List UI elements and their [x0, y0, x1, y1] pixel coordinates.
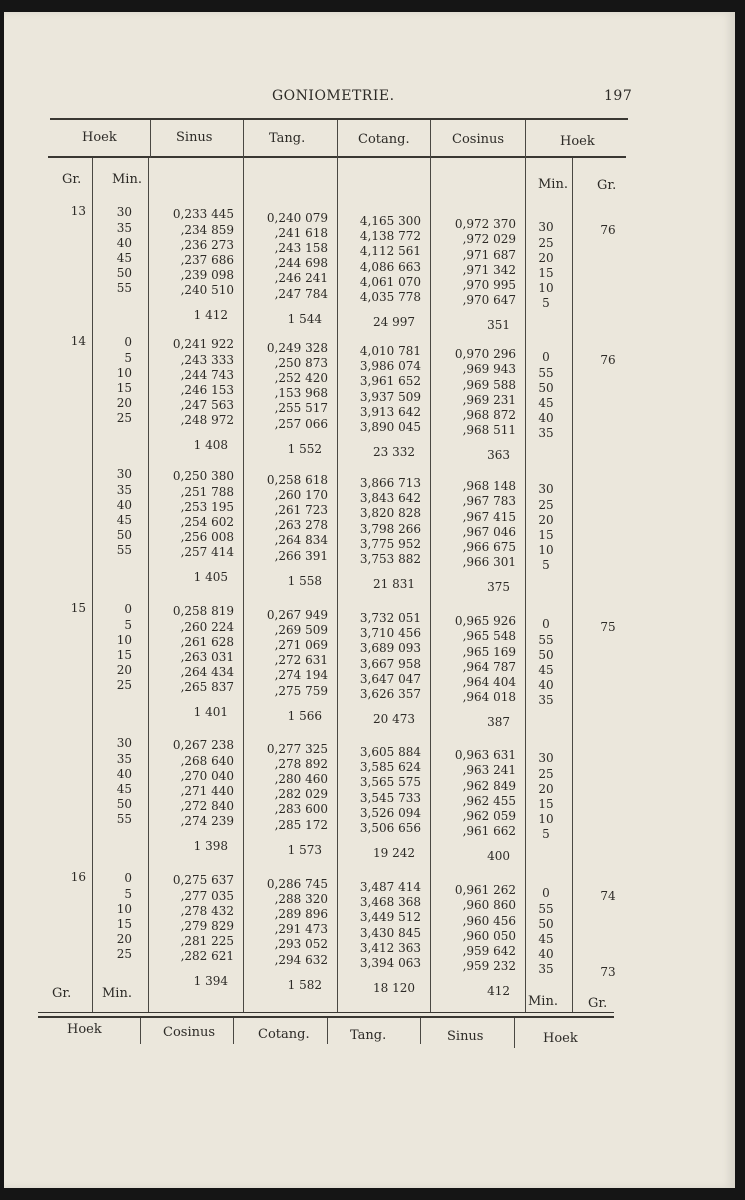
table-cell-cmin: 0 [542, 617, 550, 632]
table-cell-cot: 3,689 093 [359, 641, 421, 656]
table-cell-cos: ,962 455 [462, 793, 516, 808]
table-cell-cos: ,968 872 [462, 408, 516, 423]
table-cell-cot: 3,710 456 [359, 626, 421, 641]
table-cell-cot: 3,626 357 [359, 686, 421, 701]
difference-sin: 1 401 [193, 705, 228, 720]
table-cell-cot: 3,605 884 [359, 744, 421, 759]
table-cell-cmin: 25 [538, 766, 554, 781]
difference-cos: 363 [487, 448, 510, 463]
table-cell-tan: ,261 723 [274, 503, 328, 518]
table-cell-tan: ,288 320 [274, 891, 328, 906]
table-cell-min: 25 [116, 947, 132, 962]
table-cell-cos: ,965 169 [462, 644, 516, 659]
table-cell-tan: ,250 873 [274, 355, 328, 370]
footer-divider [140, 1018, 141, 1044]
table-cell-cos: 0,961 262 [454, 883, 516, 898]
footer-divider [327, 1018, 328, 1044]
table-cell-cmin: 40 [538, 411, 554, 426]
table-cell-tan: ,257 066 [274, 416, 328, 431]
difference-cos: 375 [487, 580, 510, 595]
table-cell-min: 40 [116, 766, 132, 781]
column-divider [337, 158, 338, 1012]
table-cell-min: 30 [116, 467, 132, 482]
table-cell-cmin: 5 [542, 827, 550, 842]
difference-tan: 1 573 [287, 842, 322, 857]
table-cell-tan: ,241 618 [274, 225, 328, 240]
table-cell-tan: ,266 391 [274, 548, 328, 563]
difference-cot: 21 831 [373, 576, 415, 591]
table-cell-sin: ,261 628 [180, 634, 234, 649]
table-cell-cmin: 0 [542, 350, 550, 365]
table-cell-cmin: 35 [538, 693, 554, 708]
table-cell-cmin: 50 [538, 647, 554, 662]
table-cell-sin: 0,250 380 [172, 469, 234, 484]
table-cell-sin: ,253 195 [180, 499, 234, 514]
table-cell-cmin: 10 [538, 543, 554, 558]
table-cell-sin: ,251 788 [180, 484, 234, 499]
table-cell-sin: ,254 602 [180, 514, 234, 529]
difference-cot: 23 332 [373, 444, 415, 459]
table-cell-cmin: 55 [538, 901, 554, 916]
difference-tan: 1 558 [287, 573, 322, 588]
table-cell-cos: ,968 148 [462, 479, 516, 494]
footer-sinus: Sinus [447, 1029, 484, 1044]
table-cell-cot: 4,138 772 [359, 229, 421, 244]
table-cell-cos: ,959 232 [462, 959, 516, 974]
table-cell-cot: 3,647 047 [359, 671, 421, 686]
table-cell-min: 35 [116, 751, 132, 766]
table-cell-cos: 0,965 926 [454, 614, 516, 629]
table-cell-min: 5 [124, 617, 132, 632]
table-cell-cos: ,967 046 [462, 524, 516, 539]
difference-sin: 1 398 [193, 839, 228, 854]
table-cell-sin: ,256 008 [180, 530, 234, 545]
table-cell-cmin: 40 [538, 947, 554, 962]
difference-sin: 1 394 [193, 974, 228, 989]
table-cell-cot: 3,468 368 [359, 895, 421, 910]
table-cell-tan: ,294 632 [274, 952, 328, 967]
difference-cot: 20 473 [373, 711, 415, 726]
table-cell-min: 0 [124, 871, 132, 886]
table-cell-cos: 0,972 370 [454, 217, 516, 232]
table-cell-cmin: 45 [538, 396, 554, 411]
table-cell-sin: ,243 333 [180, 352, 234, 367]
footer-hoek-left: Hoek [67, 1022, 102, 1037]
table-cell-tan: ,252 420 [274, 371, 328, 386]
table-cell-min: 25 [116, 678, 132, 693]
table-cell-cmin: 20 [538, 781, 554, 796]
table-cell-sin: ,265 837 [180, 680, 234, 695]
table-cell-min: 10 [116, 632, 132, 647]
table-cell-cot: 3,843 642 [359, 491, 421, 506]
table-cell-tan: 0,277 325 [266, 741, 328, 756]
column-divider [525, 158, 526, 1012]
table-cell-tan: ,247 784 [274, 286, 328, 301]
table-cell-cmin: 55 [538, 365, 554, 380]
table-cell-cot: 3,753 882 [359, 551, 421, 566]
table-cell-cos: ,969 943 [462, 362, 516, 377]
table-cell-cot: 3,394 063 [359, 955, 421, 970]
table-cell-cgr: 76 [600, 352, 616, 367]
table-cell-cot: 3,820 828 [359, 506, 421, 521]
table-cell-sin: ,240 510 [180, 283, 234, 298]
difference-cos: 412 [487, 984, 510, 999]
subheader-gr-left: Gr. [62, 172, 82, 187]
table-cell-tan: ,153 968 [274, 386, 328, 401]
header-divider [525, 120, 526, 158]
table-cell-min: 0 [124, 335, 132, 350]
table-cell-sin: ,277 035 [180, 888, 234, 903]
difference-sin: 1 412 [193, 308, 228, 323]
footer-divider [514, 1018, 515, 1048]
table-cell-cmin: 55 [538, 632, 554, 647]
footer-rule-thin [38, 1012, 614, 1013]
difference-tan: 1 544 [287, 311, 322, 326]
table-cell-min: 20 [116, 932, 132, 947]
table-cell-cot: 4,112 561 [359, 244, 421, 259]
table-cell-min: 20 [116, 663, 132, 678]
table-cell-min: 15 [116, 381, 132, 395]
table-cell-cot: 4,061 070 [359, 274, 421, 289]
table-cell-cmin: 45 [538, 932, 554, 947]
table-cell-min: 45 [116, 251, 132, 265]
table-cell-gr: 15 [70, 601, 86, 615]
column-divider [572, 158, 573, 1012]
table-cell-gr: 14 [70, 334, 86, 348]
table-cell-sin: 0,258 819 [172, 604, 234, 619]
table-cell-tan: ,269 509 [274, 622, 328, 637]
footer-subheader-gr-left: Gr. [52, 986, 72, 1001]
table-cell-cot: 4,086 663 [359, 259, 421, 274]
table-cell-cgr: 73 [600, 964, 616, 979]
table-cell-min: 55 [116, 812, 132, 827]
table-cell-gr: 13 [70, 204, 86, 218]
running-title: GONIOMETRIE. [272, 88, 395, 104]
table-cell-sin: ,234 859 [180, 222, 234, 237]
table-cell-tan: ,293 052 [274, 937, 328, 952]
table-cell-cos: ,962 849 [462, 778, 516, 793]
table-cell-tan: ,291 473 [274, 922, 328, 937]
table-cell-tan: ,246 241 [274, 271, 328, 286]
footer-hoek-right: Hoek [543, 1031, 578, 1046]
table-cell-sin: ,237 686 [180, 252, 234, 267]
difference-cot: 18 120 [373, 980, 415, 995]
table-cell-cos: 0,963 631 [454, 748, 516, 763]
header-hoek-right: Hoek [560, 134, 595, 149]
table-cell-min: 40 [116, 235, 132, 250]
table-cell-cos: ,960 456 [462, 913, 516, 928]
table-cell-cot: 3,866 713 [359, 475, 421, 490]
table-cell-cos: ,960 050 [462, 928, 516, 943]
table-cell-min: 55 [116, 281, 132, 296]
table-cell-cot: 4,165 300 [359, 213, 421, 228]
table-cell-cmin: 35 [538, 962, 554, 977]
difference-tan: 1 566 [287, 708, 322, 723]
table-cell-tan: 0,267 949 [266, 607, 328, 622]
table-cell-sin: ,264 434 [180, 665, 234, 680]
table-cell-tan: ,285 172 [274, 817, 328, 832]
table-cell-gr: 16 [70, 870, 86, 884]
header-divider [150, 120, 151, 158]
table-cell-tan: ,278 892 [274, 756, 328, 771]
difference-tan: 1 582 [287, 977, 322, 992]
table-cell-cot: 3,487 414 [359, 879, 421, 894]
header-divider [430, 120, 431, 158]
difference-cos: 387 [487, 715, 510, 730]
column-divider [430, 158, 431, 1012]
table-cell-sin: ,281 225 [180, 934, 234, 949]
table-cell-min: 10 [116, 365, 132, 380]
table-cell-min: 5 [124, 350, 132, 365]
table-cell-tan: 0,240 079 [266, 210, 328, 225]
table-cell-tan: 0,249 328 [266, 340, 328, 355]
table-cell-cos: ,964 018 [462, 690, 516, 705]
table-cell-cmin: 15 [538, 528, 554, 543]
table-cell-cot: 3,798 266 [359, 521, 421, 536]
table-cell-sin: ,248 972 [180, 413, 234, 428]
table-cell-cos: ,967 415 [462, 509, 516, 524]
table-cell-sin: 0,233 445 [172, 207, 234, 222]
header-divider [243, 120, 244, 158]
table-cell-tan: ,255 517 [274, 401, 328, 416]
table-cell-cos: ,968 511 [462, 423, 516, 438]
difference-cot: 24 997 [373, 314, 415, 329]
table-cell-cmin: 15 [538, 797, 554, 812]
table-cell-cot: 4,010 781 [359, 343, 421, 358]
table-cell-cos: ,964 787 [462, 659, 516, 674]
table-cell-cot: 3,913 642 [359, 404, 421, 419]
footer-subheader-min-left: Min. [102, 986, 132, 1001]
table-cell-cos: ,966 675 [462, 540, 516, 555]
table-cell-min: 30 [116, 205, 132, 220]
table-cell-tan: ,264 834 [274, 533, 328, 548]
table-cell-tan: ,282 029 [274, 787, 328, 802]
table-cell-cot: 3,986 074 [359, 359, 421, 374]
table-cell-cos: ,967 783 [462, 494, 516, 509]
table-cell-cos: ,965 548 [462, 629, 516, 644]
table-cell-cgr: 75 [600, 619, 616, 634]
column-divider [92, 158, 93, 1012]
top-rule [50, 118, 628, 120]
table-cell-tan: ,260 170 [274, 487, 328, 502]
table-cell-cmin: 30 [538, 482, 554, 497]
table-cell-cot: 3,412 363 [359, 940, 421, 955]
difference-tan: 1 552 [287, 441, 322, 456]
table-cell-cos: 0,970 296 [454, 347, 516, 362]
footer-tang: Tang. [350, 1028, 387, 1043]
table-cell-cmin: 35 [538, 426, 554, 441]
table-cell-tan: ,263 278 [274, 518, 328, 533]
table-cell-cot: 3,545 733 [359, 790, 421, 805]
table-cell-tan: ,280 460 [274, 772, 328, 787]
table-cell-cmin: 50 [538, 380, 554, 395]
header-cosinus: Cosinus [452, 132, 505, 147]
table-cell-sin: ,270 040 [180, 768, 234, 783]
table-cell-cgr: 76 [600, 222, 616, 237]
table-cell-min: 45 [116, 782, 132, 796]
table-cell-cmin: 10 [538, 281, 554, 296]
table-cell-tan: ,271 069 [274, 638, 328, 653]
table-cell-min: 0 [124, 602, 132, 617]
table-cell-cmin: 45 [538, 663, 554, 678]
table-cell-tan: ,289 896 [274, 907, 328, 922]
table-cell-sin: ,246 153 [180, 382, 234, 397]
table-cell-cmin: 30 [538, 751, 554, 766]
table-cell-sin: ,268 640 [180, 753, 234, 768]
table-cell-cmin: 15 [538, 266, 554, 281]
column-divider [243, 158, 244, 1012]
table-cell-cot: 3,667 958 [359, 656, 421, 671]
table-cell-tan: ,244 698 [274, 256, 328, 271]
table-cell-cmin: 40 [538, 678, 554, 693]
table-cell-min: 5 [124, 886, 132, 901]
table-cell-cos: ,964 404 [462, 675, 516, 690]
table-cell-sin: ,260 224 [180, 619, 234, 634]
table-cell-min: 20 [116, 396, 132, 411]
table-cell-cmin: 0 [542, 886, 550, 901]
footer-divider [233, 1018, 234, 1044]
table-cell-sin: 0,275 637 [172, 873, 234, 888]
table-cell-cmin: 25 [538, 497, 554, 512]
table-cell-cos: ,969 588 [462, 377, 516, 392]
difference-cos: 400 [487, 849, 510, 864]
table-cell-cos: ,969 231 [462, 392, 516, 407]
table-cell-cot: 3,565 575 [359, 775, 421, 790]
table-cell-sin: ,282 621 [180, 949, 234, 964]
table-cell-cmin: 20 [538, 250, 554, 265]
table-cell-tan: ,275 759 [274, 683, 328, 698]
table-cell-cot: 3,585 624 [359, 760, 421, 775]
table-cell-cot: 4,035 778 [359, 289, 421, 304]
column-divider [148, 158, 149, 1012]
table-cell-cos: ,966 301 [462, 555, 516, 570]
table-cell-cmin: 25 [538, 235, 554, 250]
table-cell-min: 15 [116, 648, 132, 662]
table-cell-sin: ,257 414 [180, 545, 234, 560]
footer-subheader-gr-right: Gr. [588, 996, 608, 1011]
difference-sin: 1 405 [193, 570, 228, 585]
table-cell-cgr: 74 [600, 888, 616, 903]
footer-cosinus: Cosinus [163, 1025, 216, 1040]
table-cell-cmin: 50 [538, 916, 554, 931]
table-cell-cot: 3,937 509 [359, 389, 421, 404]
table-cell-min: 30 [116, 736, 132, 751]
table-cell-tan: ,274 194 [274, 668, 328, 683]
table-cell-min: 35 [116, 220, 132, 235]
table-cell-cot: 3,430 845 [359, 925, 421, 940]
footer-divider [420, 1018, 421, 1044]
table-cell-min: 50 [116, 797, 132, 812]
table-cell-min: 50 [116, 266, 132, 281]
table-cell-sin: ,278 432 [180, 903, 234, 918]
table-cell-sin: 0,267 238 [172, 738, 234, 753]
table-cell-min: 45 [116, 513, 132, 527]
table-cell-min: 25 [116, 411, 132, 426]
table-cell-sin: ,272 840 [180, 799, 234, 814]
table-cell-cot: 3,526 094 [359, 805, 421, 820]
table-cell-min: 10 [116, 901, 132, 916]
table-cell-sin: ,271 440 [180, 783, 234, 798]
page-number: 197 [604, 88, 633, 104]
footer-subheader-min-right: Min. [528, 994, 558, 1009]
difference-cot: 19 242 [373, 845, 415, 860]
header-hoek-left: Hoek [82, 130, 117, 145]
subheader-gr-right: Gr. [597, 178, 617, 193]
table-cell-cos: ,961 662 [462, 824, 516, 839]
header-cotang: Cotang. [358, 132, 410, 147]
table-cell-cot: 3,890 045 [359, 419, 421, 434]
table-cell-cos: ,959 642 [462, 944, 516, 959]
table-cell-sin: ,236 273 [180, 237, 234, 252]
table-cell-cos: ,972 029 [462, 232, 516, 247]
table-cell-min: 50 [116, 528, 132, 543]
table-cell-cot: 3,775 952 [359, 536, 421, 551]
table-cell-cos: ,971 687 [462, 247, 516, 262]
table-cell-cot: 3,449 512 [359, 910, 421, 925]
header-divider [337, 120, 338, 158]
table-cell-tan: ,243 158 [274, 241, 328, 256]
table-cell-cmin: 10 [538, 812, 554, 827]
table-cell-sin: ,279 829 [180, 918, 234, 933]
table-cell-cos: ,960 860 [462, 898, 516, 913]
table-cell-cmin: 5 [542, 558, 550, 573]
table-cell-sin: ,263 031 [180, 649, 234, 664]
table-cell-cot: 3,961 652 [359, 374, 421, 389]
difference-sin: 1 408 [193, 438, 228, 453]
table-cell-min: 40 [116, 497, 132, 512]
header-sinus: Sinus [176, 130, 213, 145]
table-cell-cos: ,970 995 [462, 278, 516, 293]
table-cell-cmin: 20 [538, 512, 554, 527]
table-cell-min: 35 [116, 482, 132, 497]
footer-rule [38, 1016, 614, 1018]
table-cell-tan: 0,286 745 [266, 876, 328, 891]
table-cell-cos: ,963 241 [462, 763, 516, 778]
table-cell-sin: ,239 098 [180, 268, 234, 283]
table-cell-cos: ,970 647 [462, 293, 516, 308]
table-cell-cos: ,962 059 [462, 809, 516, 824]
table-cell-cot: 3,732 051 [359, 610, 421, 625]
table-cell-cmin: 5 [542, 296, 550, 311]
header-tang: Tang. [269, 131, 306, 146]
table-cell-sin: ,247 563 [180, 398, 234, 413]
table-cell-min: 15 [116, 917, 132, 931]
table-cell-min: 55 [116, 543, 132, 558]
subheader-min-right: Min. [538, 177, 568, 192]
subheader-min-left: Min. [112, 172, 142, 187]
table-cell-cot: 3,506 656 [359, 820, 421, 835]
difference-cos: 351 [487, 318, 510, 333]
table-cell-sin: ,244 743 [180, 367, 234, 382]
table-cell-sin: 0,241 922 [172, 337, 234, 352]
table-cell-tan: 0,258 618 [266, 472, 328, 487]
table-cell-sin: ,274 239 [180, 814, 234, 829]
table-cell-cos: ,971 342 [462, 262, 516, 277]
table-cell-cmin: 30 [538, 220, 554, 235]
table-cell-tan: ,283 600 [274, 802, 328, 817]
table-cell-tan: ,272 631 [274, 653, 328, 668]
footer-cotang: Cotang. [258, 1027, 310, 1042]
